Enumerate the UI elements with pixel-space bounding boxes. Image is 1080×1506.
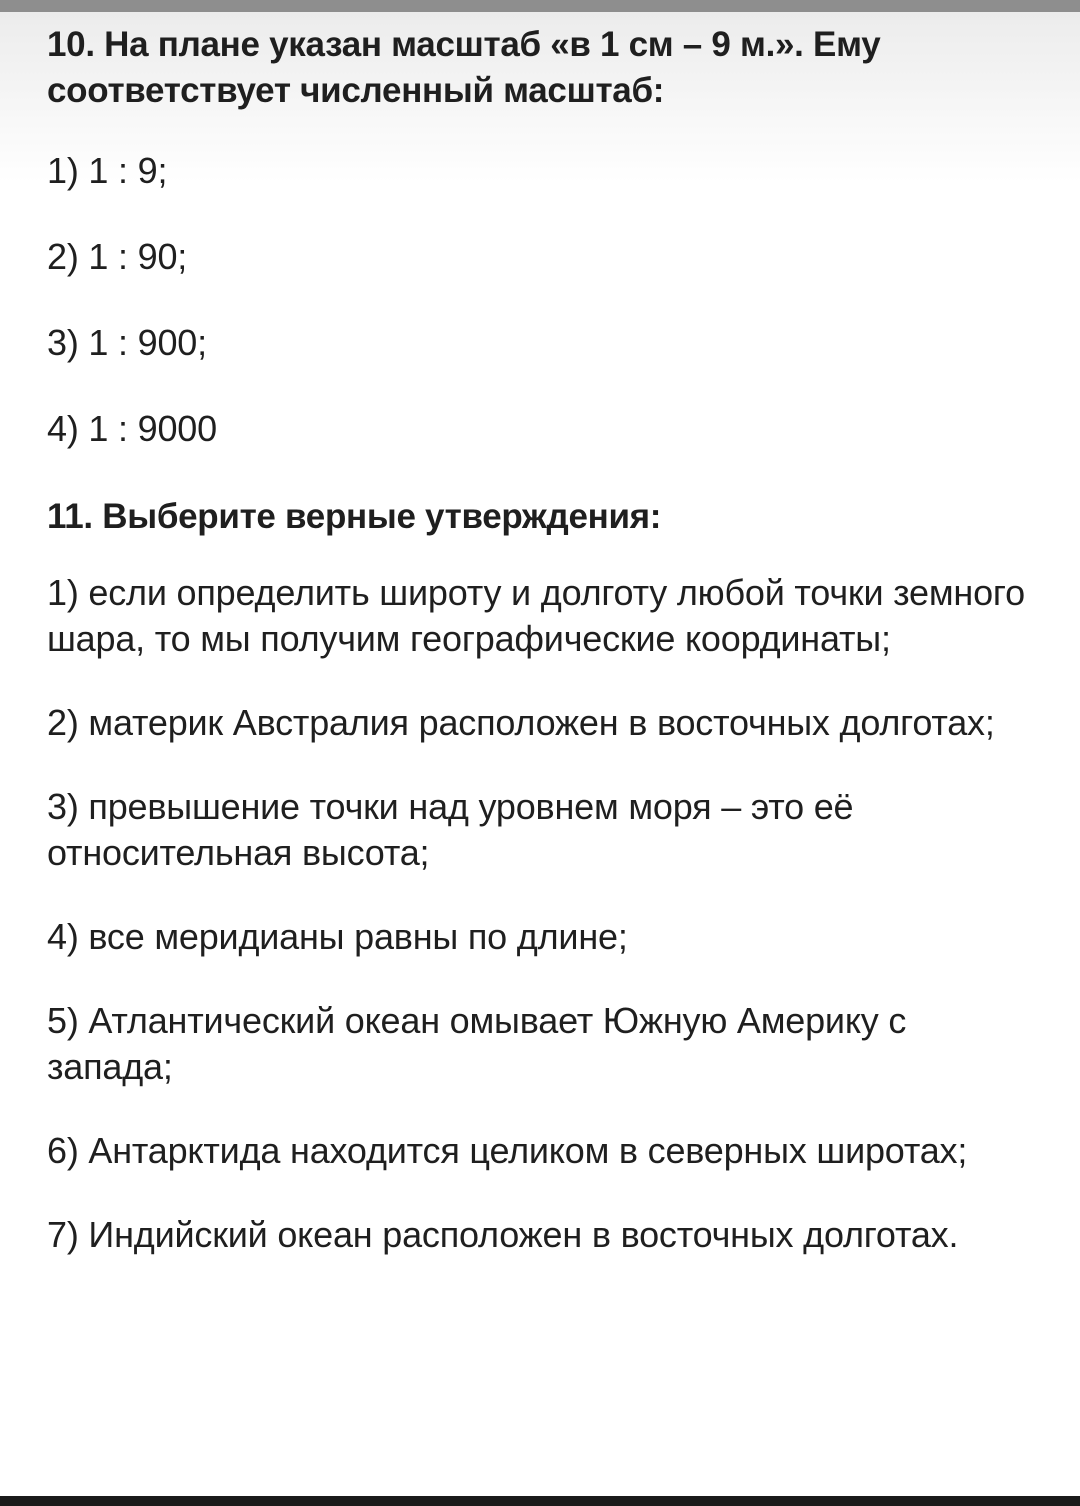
question-10-title: 10. На плане указан масштаб «в 1 см – 9 м.». Ему соответствует численный масштаб:	[47, 25, 881, 110]
question-11-option-7: 7) Индийский океан расположен в восточных долготах.	[47, 1214, 959, 1255]
question-10	[47, 22, 1037, 452]
question-10-option-4: 4) 1 : 9000	[47, 408, 217, 449]
document-content	[47, 22, 1037, 1258]
top-edge-bar	[0, 0, 1080, 12]
question-11-option-4: 4) все меридианы равны по длине;	[47, 916, 628, 957]
question-11-option-3: 3) превышение точки над уровнем моря – это её относительная высота;	[47, 786, 854, 873]
question-11-title: 11. Выберите верные утверждения:	[47, 497, 662, 536]
question-11	[47, 494, 1037, 1258]
question-11-option-5: 5) Атлантический океан омывает Южную Америку с запада;	[47, 1000, 907, 1087]
question-11-option-6: 6) Антарктида находится целиком в северных широтах;	[47, 1130, 968, 1171]
question-11-option-2: 2) материк Австралия расположен в восточных долготах;	[47, 702, 995, 743]
question-10-option-2: 2) 1 : 90;	[47, 236, 188, 277]
bottom-edge-bar	[0, 1496, 1080, 1506]
question-11-option-1: 1) если определить широту и долготу любой точки земного шара, то мы получим географические координаты;	[47, 572, 1025, 659]
question-10-option-1: 1) 1 : 9;	[47, 150, 168, 191]
question-10-option-3: 3) 1 : 900;	[47, 322, 207, 363]
